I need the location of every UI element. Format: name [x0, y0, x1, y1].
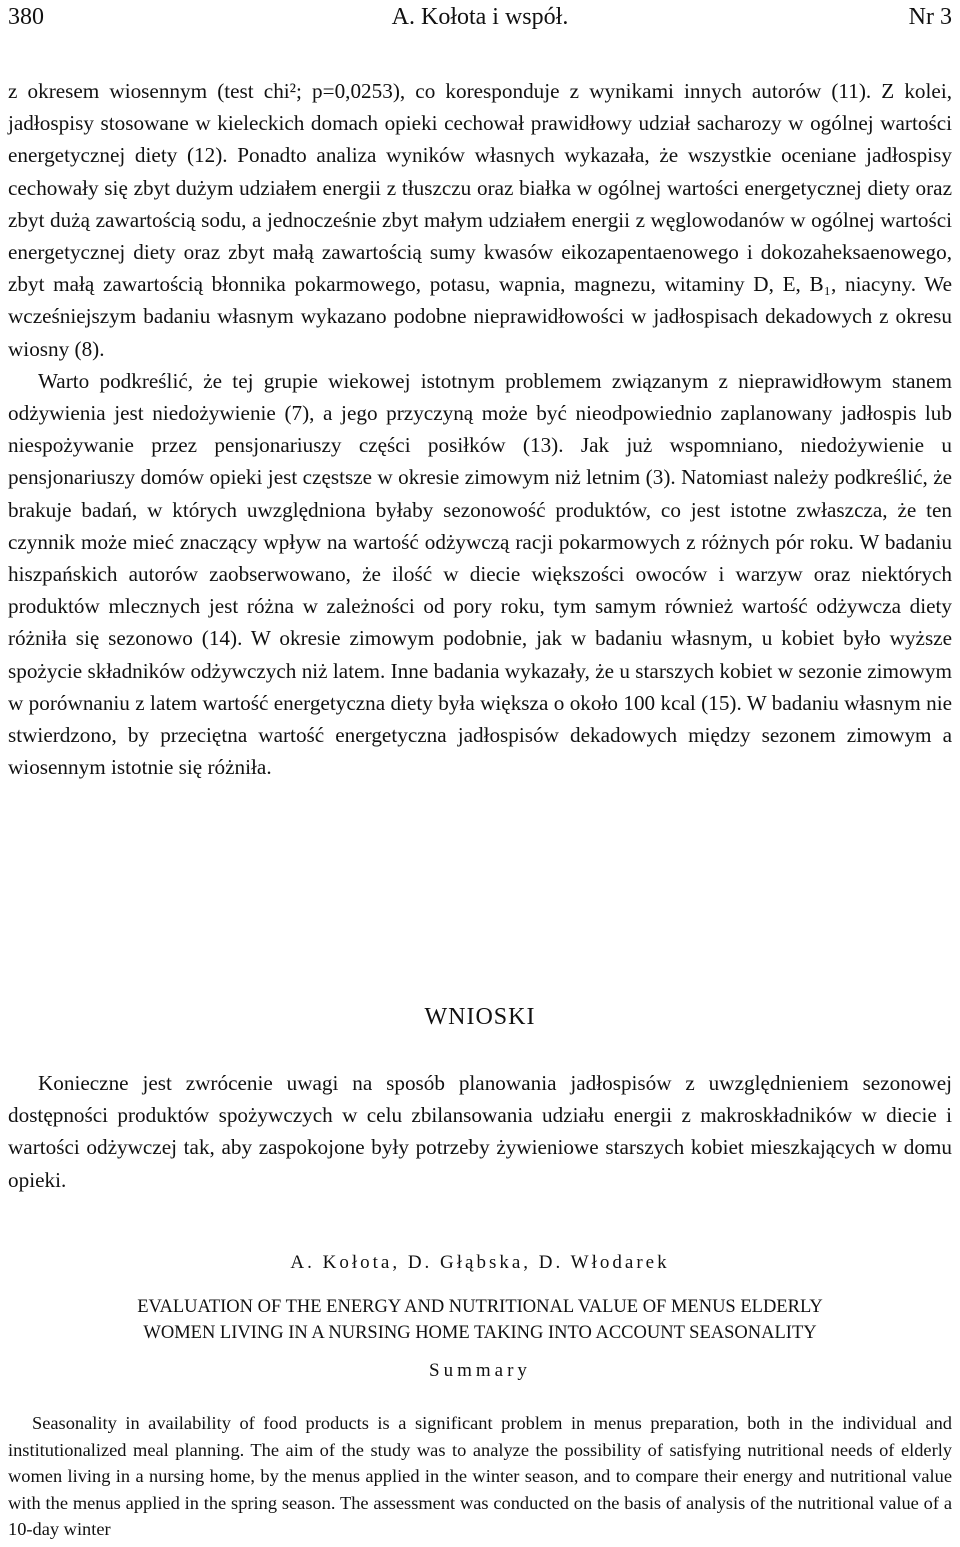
english-title-line-1: EVALUATION OF THE ENERGY AND NUTRITIONAL VALUE OF MENUS ELDERLY	[137, 1297, 823, 1317]
conclusions-text: Konieczne jest zwrócenie uwagi na sposób planowania jadłospisów z uwzględnieniem sezonowej dostępności produktów spożywczych w celu zbilansowania udziału energii z makroskładników w diecie i wartości odżywczej tak, aby zaspokojone były potrzeby żywieniowe starszych kobiet mieszkających w domu opieki.	[8, 1071, 952, 1192]
english-title-line-2: WOMEN LIVING IN A NURSING HOME TAKING INTO ACCOUNT SEASONALITY	[143, 1323, 817, 1343]
conclusions-heading: WNIOSKI	[424, 1004, 536, 1030]
english-authors: A. Kołota, D. Głąbska, D. Włodarek	[290, 1252, 670, 1273]
paragraph-2: Warto podkreślić, że tej grupie wiekowej istotnym problemem związanym z nieprawidłowym stanem odżywienia jest niedożywienie (7), a jego przyczyną może być nieodpowiednio zaplanowany jadłospis lub niespożywanie przez pensjonariuszy części posiłków (13). Jak już wspomniano, niedożywienie u pensjonariuszy domów opieki jest częstsze w okresie zimowym niż letnim (3). Natomiast należy podkreślić, że brakuje badań, w których uwzględniona byłaby sezonowość produktów, co jest istotne zwłaszcza, że ten czynnik może mieć znaczący wpływ na wartość odżywczą racji pokarmowych z różnych pór roku. W badaniu hiszpańskich autorów zaobserwowano, że ilość w diecie większości owoców i warzyw oraz niektórych produktów mlecznych jest różna w zależności od pory roku, tym samym również wartość odżywcza diety różniła się sezonowo (14). W okresie zimowym podobnie, jak w badaniu własnym, u kobiet było wyższe spożycie składników odżywczych niż latem. Inne badania wykazały, że u starszych kobiet w sezonie zimowym w porównaniu z latem wartość energetyczna diety była większa o około 100 kcal (15). W badaniu własnym nie stwierdzono, by przeciętna wartość energetyczna jadłospisów dekadowych między sezonem zimowym a wiosennym istotnie się różniła.	[8, 368, 952, 780]
summary-text: Seasonality in availability of food products is a significant problem in menus preparation, both in the individual and institutionalized meal planning. The aim of the study was to analyze the possibility of satisfying nutritional needs of elderly women living in a nursing home, by the menus applied in the winter season, and to compare their energy and nutritional value with the menus applied in the spring season. The assessment was conducted on the basis of analysis of the nutritional value of a 10-day winter	[8, 1413, 952, 1540]
page-header	[8, 4, 952, 38]
running-title: A. Kołota i współ.	[391, 4, 569, 30]
paragraph-1: z okresem wiosennym (test chi²; p=0,0253), co koresponduje z wynikami innych autorów (11). Z kolei, jadłospisy stosowane w kieleckich domach opieki cechował prawidłowy udział sacharozy w ogólnej wartości energetycznej diety (12). Ponadto analiza wyników własnych wykazała, że wszystkie oceniane jadłospisy cechowały się zbyt dużym udziałem energii z tłuszczu oraz białka w ogólnej wartości energetycznej diety oraz zbyt dużą zawartością sodu, a jednocześnie zbyt małym udziałem energii z węglowodanów w ogólnej wartości energetycznej diety oraz zbyt małą zawartością sumy kwasów eikozapentaenowego i dokozaheksaenowego, zbyt małą zawartością błonnika pokarmowego, potasu, wapnia, magnezu, witaminy D, E, B₁, niacyny. We wcześniejszym badaniu własnym wykazano podobne nieprawidłowości w jadłospisach dekadowych z okresu wiosny (8).	[8, 79, 952, 361]
english-title	[0, 1294, 960, 1346]
issue-number: Nr 3	[908, 4, 952, 30]
discussion-text	[8, 75, 952, 783]
page-number: 380	[8, 4, 44, 30]
summary-heading: Summary	[429, 1360, 531, 1381]
